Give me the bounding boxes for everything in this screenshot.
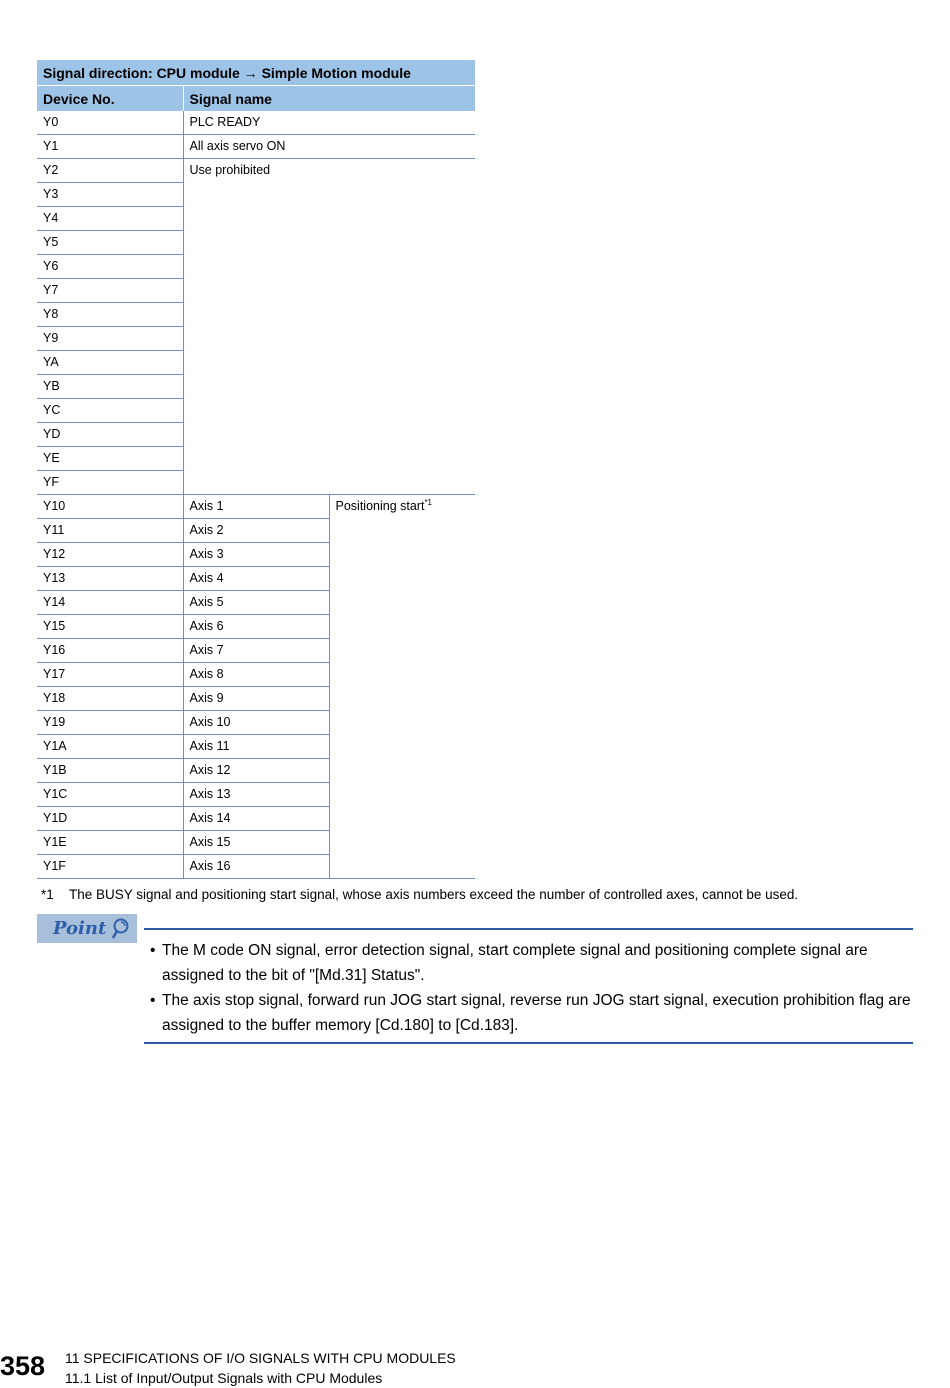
device-cell: Y19 bbox=[37, 711, 183, 735]
table-caption: Signal direction: CPU module → Simple Motion module bbox=[37, 60, 475, 86]
device-cell: Y5 bbox=[37, 231, 183, 255]
device-cell: Y14 bbox=[37, 591, 183, 615]
footer-section: 11.1 List of Input/Output Signals with CPU Modules bbox=[65, 1370, 383, 1386]
table-row bbox=[37, 135, 475, 159]
footnote-text: The BUSY signal and positioning start signal, whose axis numbers exceed the number of controlled axes, cannot be used. bbox=[69, 887, 799, 902]
axis-cell: Axis 15 bbox=[183, 831, 329, 855]
device-cell: Y11 bbox=[37, 519, 183, 543]
device-cell: YD bbox=[37, 423, 183, 447]
axis-cell: Axis 1 bbox=[183, 495, 329, 519]
footer-chapter: 11 SPECIFICATIONS OF I/O SIGNALS WITH CPU MODULES bbox=[65, 1350, 456, 1366]
device-cell: Y6 bbox=[37, 255, 183, 279]
device-cell: Y9 bbox=[37, 327, 183, 351]
point-list bbox=[144, 930, 913, 1038]
device-cell: Y13 bbox=[37, 567, 183, 591]
axis-cell: Axis 13 bbox=[183, 783, 329, 807]
point-item: • The axis stop signal, forward run JOG start signal, reverse run JOG start signal, execution prohibition flag are assigned to the buffer memory [Cd.180] to [Cd.183]. bbox=[150, 988, 913, 1038]
io-signal-table bbox=[37, 60, 475, 879]
device-cell: Y15 bbox=[37, 615, 183, 639]
point-label: Point bbox=[53, 918, 107, 939]
device-cell: Y16 bbox=[37, 639, 183, 663]
device-cell: YB bbox=[37, 375, 183, 399]
use-prohibited-cell: Use prohibited bbox=[183, 159, 475, 495]
device-cell: Y3 bbox=[37, 183, 183, 207]
axis-cell: Axis 16 bbox=[183, 855, 329, 879]
device-cell: YC bbox=[37, 399, 183, 423]
device-cell: Y1C bbox=[37, 783, 183, 807]
axis-cell: Axis 8 bbox=[183, 663, 329, 687]
device-cell: Y18 bbox=[37, 687, 183, 711]
axis-cell: Axis 6 bbox=[183, 615, 329, 639]
magnifier-icon bbox=[109, 916, 133, 940]
axis-cell: Axis 4 bbox=[183, 567, 329, 591]
device-cell: Y10 bbox=[37, 495, 183, 519]
signal-cell: PLC READY bbox=[183, 111, 475, 135]
page-number: 358 bbox=[0, 1351, 46, 1381]
signal-name-header: Signal name bbox=[183, 86, 475, 112]
footnote-ref: *1 bbox=[424, 497, 432, 507]
point-badge bbox=[37, 914, 137, 943]
device-cell: Y12 bbox=[37, 543, 183, 567]
device-cell: Y0 bbox=[37, 111, 183, 135]
device-cell: Y1F bbox=[37, 855, 183, 879]
axis-cell: Axis 9 bbox=[183, 687, 329, 711]
positioning-start-cell bbox=[329, 495, 475, 879]
device-cell: Y1B bbox=[37, 759, 183, 783]
axis-cell: Axis 12 bbox=[183, 759, 329, 783]
positioning-start-label: Positioning start bbox=[335, 499, 425, 513]
table-row bbox=[37, 159, 475, 183]
device-cell: Y2 bbox=[37, 159, 183, 183]
device-cell: Y1D bbox=[37, 807, 183, 831]
device-cell: Y17 bbox=[37, 663, 183, 687]
device-cell: YE bbox=[37, 447, 183, 471]
table-row bbox=[37, 111, 475, 135]
table-row bbox=[37, 495, 475, 519]
device-cell: Y1A bbox=[37, 735, 183, 759]
axis-cell: Axis 7 bbox=[183, 639, 329, 663]
axis-cell: Axis 11 bbox=[183, 735, 329, 759]
point-note-box bbox=[144, 928, 913, 1044]
device-cell: Y1E bbox=[37, 831, 183, 855]
axis-cell: Axis 14 bbox=[183, 807, 329, 831]
device-cell: YA bbox=[37, 351, 183, 375]
device-no-header: Device No. bbox=[37, 86, 183, 112]
footnote-mark: *1 bbox=[41, 887, 54, 902]
axis-cell: Axis 3 bbox=[183, 543, 329, 567]
device-cell: Y7 bbox=[37, 279, 183, 303]
device-cell: YF bbox=[37, 471, 183, 495]
signal-cell: All axis servo ON bbox=[183, 135, 475, 159]
point-item: • The M code ON signal, error detection signal, start complete signal and positioning complete signal are assigned to the bit of "[Md.31] Status". bbox=[150, 938, 913, 988]
footnote bbox=[41, 887, 921, 902]
device-cell: Y1 bbox=[37, 135, 183, 159]
axis-cell: Axis 5 bbox=[183, 591, 329, 615]
axis-cell: Axis 10 bbox=[183, 711, 329, 735]
axis-cell: Axis 2 bbox=[183, 519, 329, 543]
device-cell: Y4 bbox=[37, 207, 183, 231]
device-cell: Y8 bbox=[37, 303, 183, 327]
